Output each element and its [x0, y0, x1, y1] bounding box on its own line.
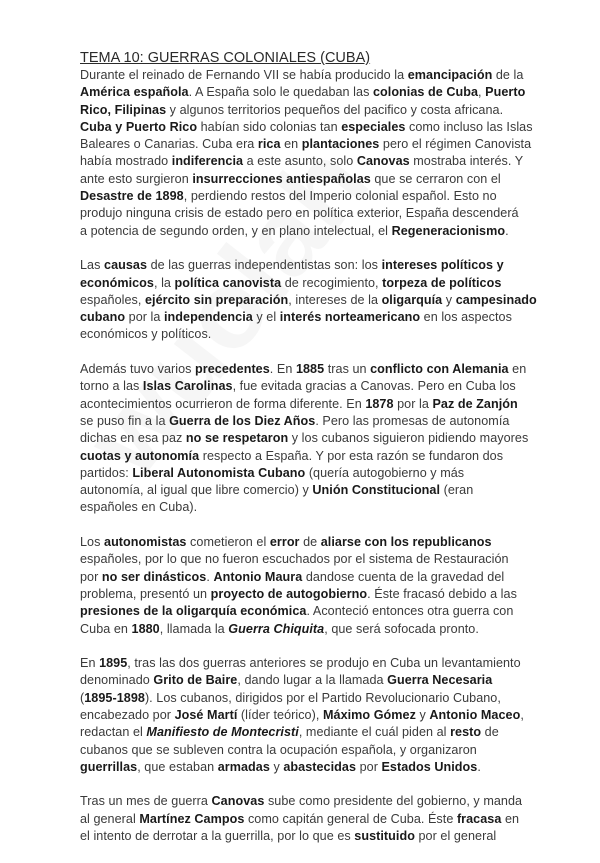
text: , perdiendo restos del Imperio colonial español. Esto no [183, 189, 497, 204]
text-line [80, 448, 550, 465]
emphasized-text: Martínez Campos [139, 811, 245, 826]
text: . Éste fracasó debido a las [367, 586, 517, 601]
text: en [501, 811, 520, 826]
text-line [80, 724, 550, 741]
emphasized-text: indiferencia [171, 154, 244, 169]
emphasized-text: Cuba y Puerto Rico [80, 119, 198, 134]
paragraph [80, 257, 550, 343]
text: acontecimientos ocurrieron de forma diferente. En [80, 396, 366, 411]
emphasized-text: Estados Unidos [381, 759, 478, 774]
emphasized-text: autonomistas [104, 535, 187, 550]
text-line [80, 378, 550, 395]
text: torno a las [80, 379, 143, 394]
text: de recogimiento, [281, 275, 383, 290]
text: Cuba en [80, 621, 132, 636]
paragraph [80, 534, 550, 638]
emphasized-text: error [269, 535, 300, 550]
text-line [80, 153, 550, 170]
emphasized-text: especiales [341, 119, 406, 134]
text: Las [80, 258, 105, 273]
text: partidos: [80, 465, 133, 480]
text: españoles, por lo que no fueron escuchados por el sistema de Restauración [80, 552, 509, 567]
text: (eran [440, 483, 474, 498]
text-line [80, 690, 550, 707]
emphasized-text: Paz de Zanjón [432, 396, 518, 411]
text: (líder teórico), [237, 707, 323, 722]
emphasized-text: económicos [80, 275, 154, 290]
text: el intento de derrotar a la guerrilla, por lo que es [80, 829, 355, 844]
text: Los [80, 535, 105, 550]
text: de [481, 725, 499, 740]
text: económicos y políticos. [80, 327, 212, 342]
text-line [80, 742, 550, 759]
text: . En [269, 362, 296, 377]
text-line [80, 223, 550, 240]
text-line [80, 551, 550, 568]
text: y el [252, 310, 280, 325]
text: produjo ninguna crisis de estado pero en política exterior, España descenderá [80, 206, 519, 221]
emphasized-text: 1895-1898 [84, 690, 145, 705]
text-line [80, 793, 550, 810]
emphasized-text: presiones de la oligarquía económica [80, 604, 307, 619]
text-line [80, 759, 550, 776]
text-line [80, 811, 550, 828]
text: a este asunto, solo [243, 154, 357, 169]
emphasized-text: Guerra Chiquita [228, 621, 325, 636]
text-line [80, 586, 550, 603]
text: cometieron el [186, 535, 270, 550]
text-line [80, 430, 550, 447]
emphasized-text: precedentes [195, 362, 270, 377]
emphasized-text: 1878 [365, 396, 394, 411]
text-line [80, 102, 550, 119]
emphasized-text: 1895 [99, 656, 128, 671]
text: ). Los cubanos, dirigidos por el Partido Revolucionario Cubano, [144, 690, 501, 705]
text-line [80, 396, 550, 413]
emphasized-text: Guerra de los Diez Años [169, 413, 316, 428]
emphasized-text: José Martí [174, 707, 238, 722]
text: . [477, 759, 481, 774]
emphasized-text: independencia [164, 310, 253, 325]
text: de las guerras independentistas son: los [147, 258, 382, 273]
text: se puso fin a la [80, 413, 170, 428]
emphasized-text: guerrillas [80, 759, 138, 774]
text: redactan el [80, 725, 147, 740]
text: mostraba interés. Y [409, 154, 524, 169]
text: encabezado por [80, 707, 175, 722]
text: (quería autogobierno y más [305, 465, 465, 480]
emphasized-text: campesinado [455, 292, 537, 307]
paragraph [80, 361, 550, 517]
emphasized-text: Liberal Autonomista Cubano [132, 465, 306, 480]
text-line [80, 67, 550, 84]
document-title: TEMA 10: GUERRAS COLONIALES (CUBA) [80, 50, 371, 66]
emphasized-text: Guerra Necesaria [387, 673, 493, 688]
emphasized-text: Antonio Maceo [429, 707, 521, 722]
emphasized-text: oligarquía [381, 292, 443, 307]
text: habían sido colonias tan [197, 119, 342, 134]
text: pero el régimen Canovista [379, 137, 532, 152]
emphasized-text: resto [450, 725, 482, 740]
text: , mediante el cuál piden al [298, 725, 451, 740]
emphasized-text: aliarse con los republicanos [320, 535, 492, 550]
emphasized-text: abastecidas [283, 759, 357, 774]
text: en [508, 362, 527, 377]
text-line [80, 326, 550, 343]
emphasized-text: 1880 [131, 621, 160, 636]
emphasized-text: sustituido [354, 829, 415, 844]
emphasized-text: política canovista [174, 275, 282, 290]
text: al general [80, 811, 140, 826]
text: Tras un mes de guerra [80, 794, 212, 809]
emphasized-text: proyecto de autogobierno [210, 586, 368, 601]
text: por [80, 569, 102, 584]
text: Además tuvo varios [80, 362, 196, 377]
text-line [80, 621, 550, 638]
text: y los cubanos siguieron pidiendo mayores [288, 431, 529, 446]
paragraph [80, 67, 550, 240]
text-line [80, 482, 550, 499]
text-line [80, 292, 550, 309]
emphasized-text: Manifiesto de Montecristi [146, 725, 299, 740]
text: , tras las dos guerras anteriores se produjo en Cuba un levantamiento [127, 656, 521, 671]
emphasized-text: causas [104, 258, 148, 273]
emphasized-text: Rico, Filipinas [80, 102, 167, 117]
emphasized-text: plantaciones [301, 137, 380, 152]
emphasized-text: interés norteamericano [279, 310, 421, 325]
emphasized-text: Canovas [356, 154, 410, 169]
text: . A España solo le quedaban las [188, 85, 373, 100]
text: respecto a España. Y por esta razón se fundaron dos [199, 448, 504, 463]
text-line [80, 205, 550, 222]
emphasized-text: rica [257, 137, 281, 152]
text: españoles en Cuba). [80, 500, 198, 515]
text: y algunos territorios pequeños del pacifico y costa africana. [166, 102, 504, 117]
text: , [478, 85, 486, 100]
emphasized-text: ejército sin preparación [144, 292, 289, 307]
text-line [80, 672, 550, 689]
text-line [80, 655, 550, 672]
paragraph [80, 793, 550, 845]
text: tras un [324, 362, 371, 377]
text: y [442, 292, 456, 307]
text-line [80, 569, 550, 586]
text: , dando lugar a la llamada [237, 673, 388, 688]
emphasized-text: intereses políticos y [381, 258, 504, 273]
emphasized-text: Unión Constitucional [312, 483, 441, 498]
emphasized-text: emancipación [407, 68, 493, 82]
text: , que estaban [137, 759, 218, 774]
text: , llamada la [159, 621, 229, 636]
text: por la [125, 310, 164, 325]
emphasized-text: no ser dinásticos [101, 569, 207, 584]
text: y [269, 759, 284, 774]
emphasized-text: insurrecciones antiespañolas [192, 171, 371, 186]
emphasized-text: América española [80, 85, 189, 100]
text: . Aconteció entonces otra guerra con [306, 604, 514, 619]
text: . [206, 569, 214, 584]
text: , fue evitada gracias a Canovas. Pero en Cuba los [232, 379, 516, 394]
text: cubanos que se subleven contra la ocupación española, y organizaron [80, 742, 477, 757]
text: En [80, 656, 100, 671]
emphasized-text: torpeza de políticos [382, 275, 502, 290]
text: por el general [414, 829, 497, 844]
emphasized-text: cubano [80, 310, 126, 325]
text-line [80, 413, 550, 430]
text: ante esto surgieron [80, 171, 193, 186]
text: a potencia de segundo orden, y en plano intelectual, el [80, 223, 392, 238]
text: por [356, 759, 382, 774]
text-line [80, 309, 550, 326]
text: dichas en esa paz [80, 431, 186, 446]
paragraph [80, 655, 550, 776]
text: por la [393, 396, 433, 411]
text-line [80, 119, 550, 136]
emphasized-text: cuotas y autonomía [80, 448, 200, 463]
document-body [80, 67, 550, 845]
text: . Pero las promesas de autonomía [315, 413, 510, 428]
text-line [80, 84, 550, 101]
text-line [80, 171, 550, 188]
text: Durante el reinado de Fernando VII se había producido la [80, 68, 408, 82]
text: sube como presidente del gobierno, y manda [264, 794, 523, 809]
text: que se cerraron con el [370, 171, 501, 186]
emphasized-text: Puerto [485, 85, 526, 100]
text: de la [492, 68, 524, 82]
text: españoles, [80, 292, 145, 307]
emphasized-text: Antonio Maura [213, 569, 303, 584]
text-line [80, 361, 550, 378]
emphasized-text: armadas [217, 759, 270, 774]
text: ( [80, 690, 85, 705]
text: de [299, 535, 321, 550]
emphasized-text: 1885 [295, 362, 325, 377]
emphasized-text: Máximo Gómez [322, 707, 416, 722]
emphasized-text: no se respetaron [185, 431, 289, 446]
text: y [415, 707, 430, 722]
text: en [280, 137, 302, 152]
emphasized-text: Islas Carolinas [142, 379, 233, 394]
text: denominado [80, 673, 154, 688]
emphasized-text: conflicto con Alemania [370, 362, 509, 377]
text: , la [153, 275, 175, 290]
text: Baleares o Canarias. Cuba era [80, 137, 258, 152]
text: . [505, 223, 509, 238]
text-line [80, 499, 550, 516]
text: como capitán general de Cuba. Éste [244, 811, 457, 826]
text-line [80, 707, 550, 724]
text-line [80, 188, 550, 205]
emphasized-text: fracasa [456, 811, 502, 826]
text-line [80, 828, 550, 845]
text-line [80, 603, 550, 620]
text: , intereses de la [288, 292, 382, 307]
text: como incluso las Islas [405, 119, 533, 134]
text: dandose cuenta de la gravedad del [302, 569, 505, 584]
text-line [80, 465, 550, 482]
text-line [80, 275, 550, 292]
emphasized-text: Canovas [211, 794, 265, 809]
text-line [80, 534, 550, 551]
text: , que será sofocada pronto. [324, 621, 479, 636]
text: en los aspectos [420, 310, 512, 325]
text: autonomía, al igual que libre comercio) y [80, 483, 313, 498]
text: , [520, 707, 524, 722]
document-page [80, 49, 550, 863]
emphasized-text: Desastre de 1898 [80, 189, 184, 204]
emphasized-text: colonias de Cuba [372, 85, 479, 100]
emphasized-text: Regeneracionismo [391, 223, 506, 238]
text-line [80, 257, 550, 274]
text-line [80, 136, 550, 153]
text: problema, presentó un [80, 586, 211, 601]
emphasized-text: Grito de Baire [153, 673, 238, 688]
text: había mostrado [80, 154, 172, 169]
